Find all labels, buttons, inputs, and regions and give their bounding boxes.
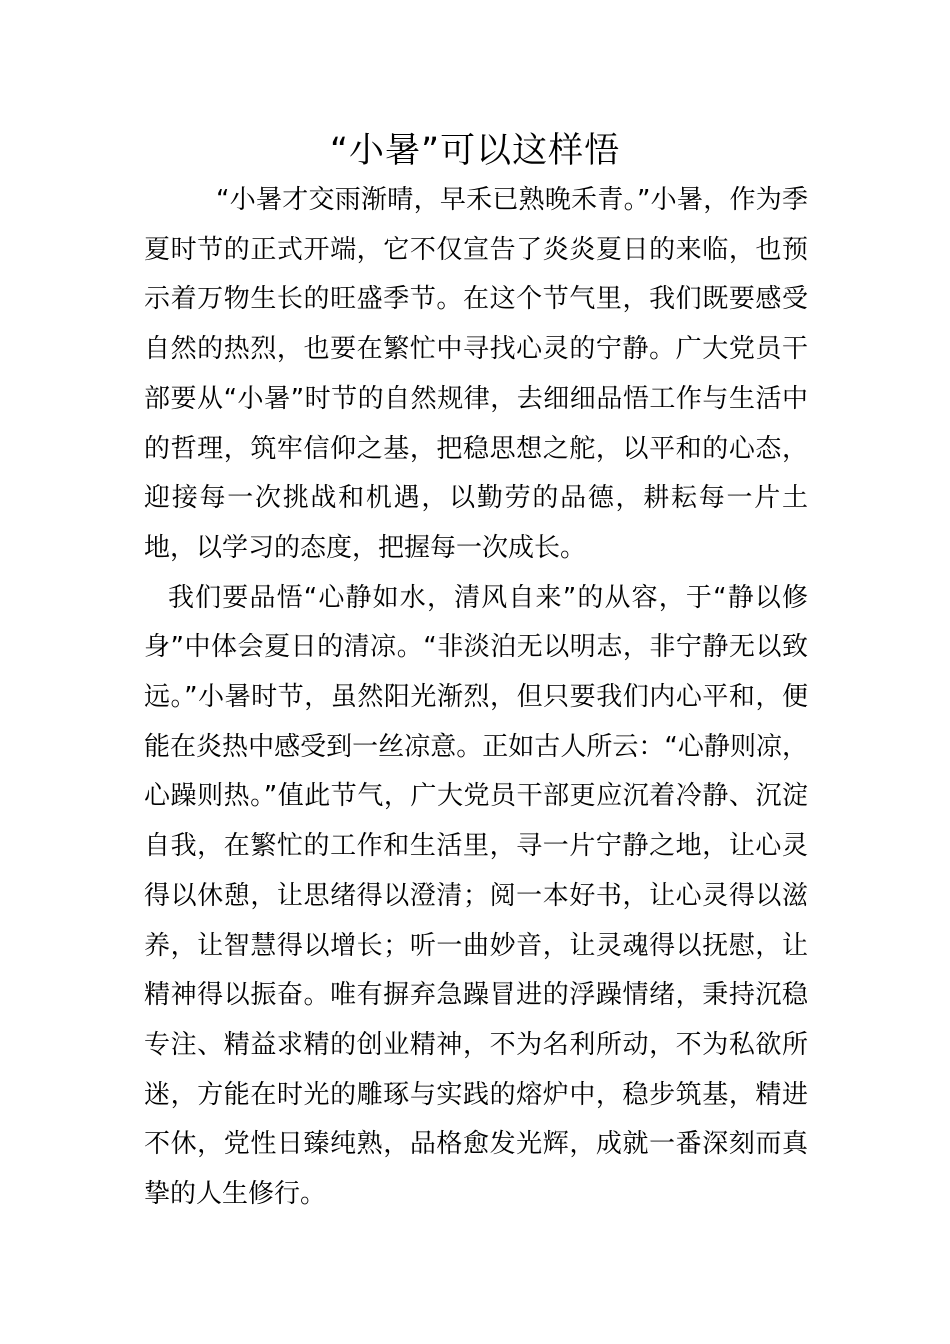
document-body <box>144 176 808 1220</box>
paragraph: 我们要品悟“心静如水，清风自来”的从容，于“静以修身”中体会夏日的清凉。“非淡泊无以明志，非宁静无以致远。”小暑时节，虽然阳光渐烈，但只要我们内心平和，便能在炎热中感受到一丝凉意。正如古人所云：“心静则凉，心躁则热。”值此节气，广大党员干部更应沉着冷静、沉淀自我，在繁忙的工作和生活里，寻一片宁静之地，让心灵得以休憩，让思绪得以澄清；阅一本好书，让心灵得以滋养，让智慧得以增长；听一曲妙音，让灵魂得以抚慰，让精神得以振奋。唯有摒弃急躁冒进的浮躁情绪，秉持沉稳专注、精益求精的创业精神，不为名利所动，不为私欲所迷，方能在时光的雕琢与实践的熔炉中，稳步筑基，精进不休，党性日臻纯熟，品格愈发光辉，成就一番深刻而真挚的人生修行。 <box>144 582 808 1210</box>
document-title: “小暑”可以这样悟 <box>329 131 621 171</box>
paragraph: “小暑才交雨渐晴，早禾已熟晚禾青。”小暑，作为季夏时节的正式开端，它不仅宣告了炎炎夏日的来临，也预示着万物生长的旺盛季节。在这个节气里，我们既要感受自然的热烈，也要在繁忙中寻找心灵的宁静。广大党员干部要从“小暑”时节的自然规律，去细细品悟工作与生活中的哲理，筑牢信仰之基，把稳思想之舵，以平和的心态，迎接每一次挑战和机遇，以勤劳的品德，耕耘每一片土地，以学习的态度，把握每一次成长。 <box>144 185 808 563</box>
